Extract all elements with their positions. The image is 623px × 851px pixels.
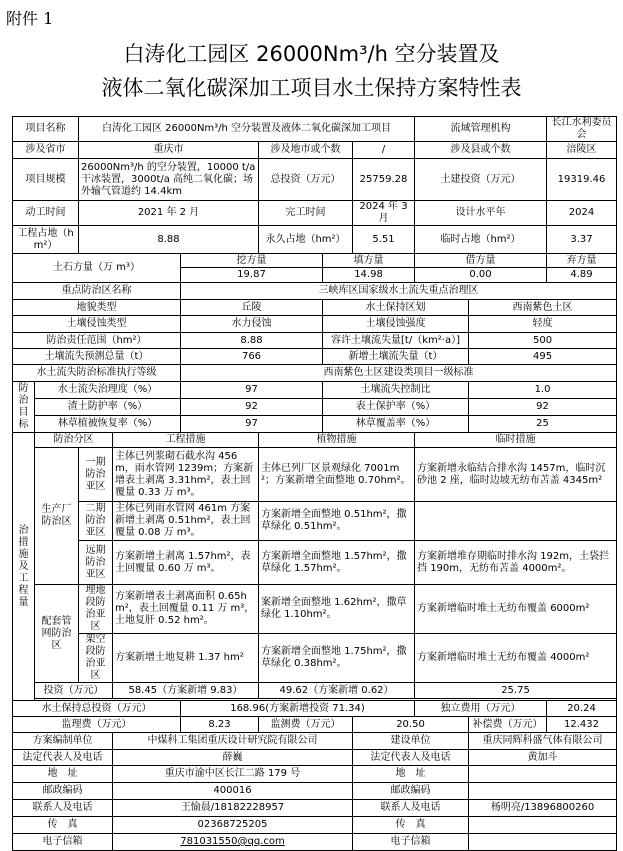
erosion-intensity-value: 轻度 <box>469 316 617 333</box>
spoil-value: 4.89 <box>547 268 617 283</box>
province-value: 重庆市 <box>79 142 259 159</box>
measures-label: 治措施及工程量 <box>13 433 35 701</box>
allowable-loss-label: 容许土壤流失量[t/（km²·a）] <box>323 333 469 349</box>
scale-label: 项目规模 <box>13 159 79 201</box>
email-label: 电子信箱 <box>13 834 113 851</box>
compensation-fee-label: 补偿费（万元） <box>469 717 547 733</box>
earthwork-label: 土石方量（万 m³） <box>13 254 181 283</box>
address-value <box>469 766 617 783</box>
target-name: 林草植被恢复率（%） <box>35 416 181 433</box>
compiler-label: 方案编制单位 <box>13 733 113 750</box>
contact-person-value: 王愉晨/18182228957 <box>113 800 353 817</box>
zip-label: 邮政编码 <box>353 783 469 800</box>
borrow-label: 借方量 <box>415 254 547 268</box>
predicted-loss-value: 766 <box>181 349 323 365</box>
zip-label: 邮政编码 <box>13 783 113 800</box>
invest-value: 25759.28 <box>353 159 415 201</box>
target-value: 92 <box>469 399 617 416</box>
engineering-measure: 方案新增表土剥离面积 0.65hm²，表土回覆量 0.11 万 m³，土地复肝 0.52 hm²。 <box>113 585 259 634</box>
engineering-measure: 方案新增土地复耕 1.37 hm² <box>113 634 259 683</box>
temporary-invest: 25.75 <box>415 683 617 699</box>
document-title-line2: 液体二氧化碳深加工项目水土保持方案特性表 <box>101 76 522 100</box>
project-name-label: 项目名称 <box>13 117 79 142</box>
fax-value: 02368725205 <box>113 817 353 834</box>
temporary-measure: 方案新增临时堆土无纺布覆盖 6000m² <box>415 585 617 634</box>
spoil-label: 弃方量 <box>547 254 617 268</box>
zone-name: 远期防治亚区 <box>79 541 113 585</box>
province-label: 涉及省市 <box>13 142 79 159</box>
independent-cost-value: 20.24 <box>547 701 617 717</box>
contact-person-label: 联系人及电话 <box>13 800 113 817</box>
email-link[interactable]: 781031550@qq.com <box>113 834 353 851</box>
monitoring-fee-label: 监测费（万元） <box>259 717 353 733</box>
basin-value: 长江水利委员会 <box>547 117 617 142</box>
civil-invest-label: 土建投资（万元） <box>415 159 547 201</box>
plant-invest: 49.62（方案新增 0.62） <box>259 683 415 699</box>
division-label: 水土保持区划 <box>323 300 469 316</box>
invest-label: 总投资（万元） <box>259 159 353 201</box>
plant-header: 植物措施 <box>259 433 415 448</box>
temporary-measure: 方案新增堆存期临时排水沟 192m，土袋拦挡 190m，无纺布苫盖 4000m²。 <box>415 541 617 585</box>
design-year-label: 设计水平年 <box>415 201 547 226</box>
zone-name: 二期防治亚区 <box>79 502 113 541</box>
zone-name: 一期防治亚区 <box>79 448 113 502</box>
predicted-loss-label: 土壤流失预测总量（t） <box>13 349 181 365</box>
cut-value: 19.87 <box>181 268 323 283</box>
plant-measure: 方案新增全面整地 0.51hm²，撒草绿化 0.51hm²。 <box>259 502 415 541</box>
target-value: 97 <box>181 382 323 399</box>
annex-label: 附件 1 <box>6 9 54 28</box>
start-time-label: 动工时间 <box>13 201 79 226</box>
cut-label: 挖方量 <box>181 254 323 268</box>
engineering-header: 工程措施 <box>113 433 259 448</box>
plant-measure: 方案新增全面整地 1.57hm²，撒草绿化 1.57hm²。 <box>259 541 415 585</box>
temporary-measure: 方案新增永临结合排水沟 1457m，临时沉砂池 2 座，临时边坡无纺布苫盖 4345m² <box>415 448 617 502</box>
temporary-area-label: 临时占地（hm²） <box>415 226 547 254</box>
engineering-measure: 主体已列雨水管网 461m 方案新增土剥离 0.51hm²，表土回覆量 0.08 万 m³。 <box>113 502 259 541</box>
compensation-fee-value: 12.432 <box>547 717 617 733</box>
contact-person-label: 联系人及电话 <box>353 800 469 817</box>
target-name: 土壤流失控制比 <box>323 382 469 399</box>
end-time-label: 完工时间 <box>259 201 353 226</box>
plant-measure: 主体已列厂区景观绿化 7001m²；方案新增全面整地 0.70hm²。 <box>259 448 415 502</box>
target-value: 1.0 <box>469 382 617 399</box>
target-name: 水土流失治理度（%） <box>35 382 181 399</box>
target-name: 表土保护率（%） <box>323 399 469 416</box>
new-loss-value: 495 <box>469 349 617 365</box>
zone-header: 防治分区 <box>35 433 113 448</box>
zone-group-production: 生产厂防治区 <box>35 448 79 585</box>
responsibility-area-label: 防治责任范围（hm²） <box>13 333 181 349</box>
land-area-label: 工程占地（hm²） <box>13 226 79 254</box>
total-invest-value: 168.96(方案新增投资 71.34) <box>181 701 415 717</box>
permanent-area-value: 5.51 <box>353 226 415 254</box>
division-value: 西南紫色土区 <box>469 300 617 316</box>
basin-label: 流域管理机构 <box>415 117 547 142</box>
builder-label: 建设单位 <box>353 733 469 750</box>
zone-name: 架空段防治亚区 <box>79 634 113 683</box>
document-title-line1: 白涛化工园区 26000Nm³/h 空分装置及 <box>123 42 500 66</box>
zone-group-pipeline: 配套管网防治区 <box>35 585 79 683</box>
fax-label: 传 真 <box>13 817 113 834</box>
zip-value: 400016 <box>113 783 353 800</box>
allowable-loss-value: 500 <box>469 333 617 349</box>
legal-rep-value: 黄加斗 <box>469 750 617 766</box>
builder-value: 重庆同辉科盛气体有限公司 <box>469 733 617 750</box>
plant-measure: 案新增全面整地 1.62hm²，撒草绿化 1.10hm²。 <box>259 585 415 634</box>
landform-value: 丘陵 <box>181 300 323 316</box>
independent-cost-label: 独立费用（万元） <box>415 701 547 717</box>
standard-label: 水土流失防治标准执行等级 <box>13 365 181 382</box>
monitoring-fee-value: 20.50 <box>353 717 469 733</box>
key-zone-label: 重点防治区名称 <box>13 283 181 300</box>
borrow-value: 0.00 <box>415 268 547 283</box>
target-name: 林草覆盖率（%） <box>323 416 469 433</box>
address-label: 地 址 <box>13 766 113 783</box>
fax-label: 传 真 <box>353 817 469 834</box>
target-name: 渣土防护率（%） <box>35 399 181 416</box>
land-area-value: 8.88 <box>79 226 259 254</box>
targets-label: 防治目标 <box>13 382 35 433</box>
address-label: 地 址 <box>353 766 469 783</box>
target-value: 92 <box>181 399 323 416</box>
city-label: 涉及地市或个数 <box>259 142 353 159</box>
supervision-fee-value: 8.23 <box>181 717 259 733</box>
temporary-header: 临时措施 <box>415 433 617 448</box>
fill-label: 填方量 <box>323 254 415 268</box>
end-time-value: 2024 年 3 月 <box>353 201 415 226</box>
permanent-area-label: 永久占地（hm²） <box>259 226 353 254</box>
design-year-value: 2024 <box>547 201 617 226</box>
plant-measure: 方案新增全面整地 1.75hm²，撒草绿化 0.38hm²。 <box>259 634 415 683</box>
contact-person-value: 杨明亮/13896800260 <box>469 800 617 817</box>
key-zone-value: 三峡库区国家级水土流失重点治理区 <box>181 283 617 300</box>
compiler-value: 中煤科工集团重庆设计研究院有限公司 <box>113 733 353 750</box>
responsibility-area-value: 8.88 <box>181 333 323 349</box>
county-label: 涉及县或个数 <box>415 142 547 159</box>
address-value: 重庆市渝中区长江二路 179 号 <box>113 766 353 783</box>
measures-invest-label: 投资（万元） <box>35 683 113 699</box>
target-value: 25 <box>469 416 617 433</box>
legal-rep-label: 法定代表人及电话 <box>13 750 113 766</box>
zone-name: 埋地段防治亚区 <box>79 585 113 634</box>
legal-rep-label: 法定代表人及电话 <box>353 750 469 766</box>
new-loss-label: 新增土壤流失量（t） <box>323 349 469 365</box>
standard-value: 西南紫色土区建设类项目一级标准 <box>181 365 617 382</box>
target-value: 97 <box>181 416 323 433</box>
erosion-type-value: 水力侵蚀 <box>181 316 323 333</box>
email-label: 电子信箱 <box>353 834 469 851</box>
fill-value: 14.98 <box>323 268 415 283</box>
temporary-measure: 方案新增临时堆土无纺布覆盖 4000m² <box>415 634 617 683</box>
scale-value: 26000Nm³/h 的空分装置，10000 t/a 干冰装置，3000t/a 高纯二氧化碳；场外输气管道约 14.4km <box>79 159 259 201</box>
start-time-value: 2021 年 2 月 <box>79 201 259 226</box>
total-invest-label: 水土保持总投资（万元） <box>13 701 181 717</box>
supervision-fee-label: 监理费（万元） <box>13 717 181 733</box>
erosion-type-label: 土壤侵蚀类型 <box>13 316 181 333</box>
temporary-measure <box>415 502 617 541</box>
fax-value <box>469 817 617 834</box>
engineering-invest: 58.45（方案新增 9.83） <box>113 683 259 699</box>
erosion-intensity-label: 土壤侵蚀强度 <box>323 316 469 333</box>
project-name: 白涛化工园区 26000Nm³/h 空分装置及液体二氧化碳深加工项目 <box>79 117 415 142</box>
civil-invest-value: 19319.46 <box>547 159 617 201</box>
city-value: / <box>353 142 415 159</box>
engineering-measure: 方案新增土剥离 1.57hm²，表土回覆量 0.60 万 m³。 <box>113 541 259 585</box>
email-value <box>469 834 617 851</box>
characteristics-table <box>12 116 617 851</box>
landform-label: 地貌类型 <box>13 300 181 316</box>
legal-rep-value: 薛巍 <box>113 750 353 766</box>
temporary-area-value: 3.37 <box>547 226 617 254</box>
county-value: 涪陵区 <box>547 142 617 159</box>
engineering-measure: 主体已列浆砌石截水沟 456m，雨水管网 1239m；方案新增表土剥离 3.31hm²，表土回覆量 0.33 万 m³。 <box>113 448 259 502</box>
zip-value <box>469 783 617 800</box>
